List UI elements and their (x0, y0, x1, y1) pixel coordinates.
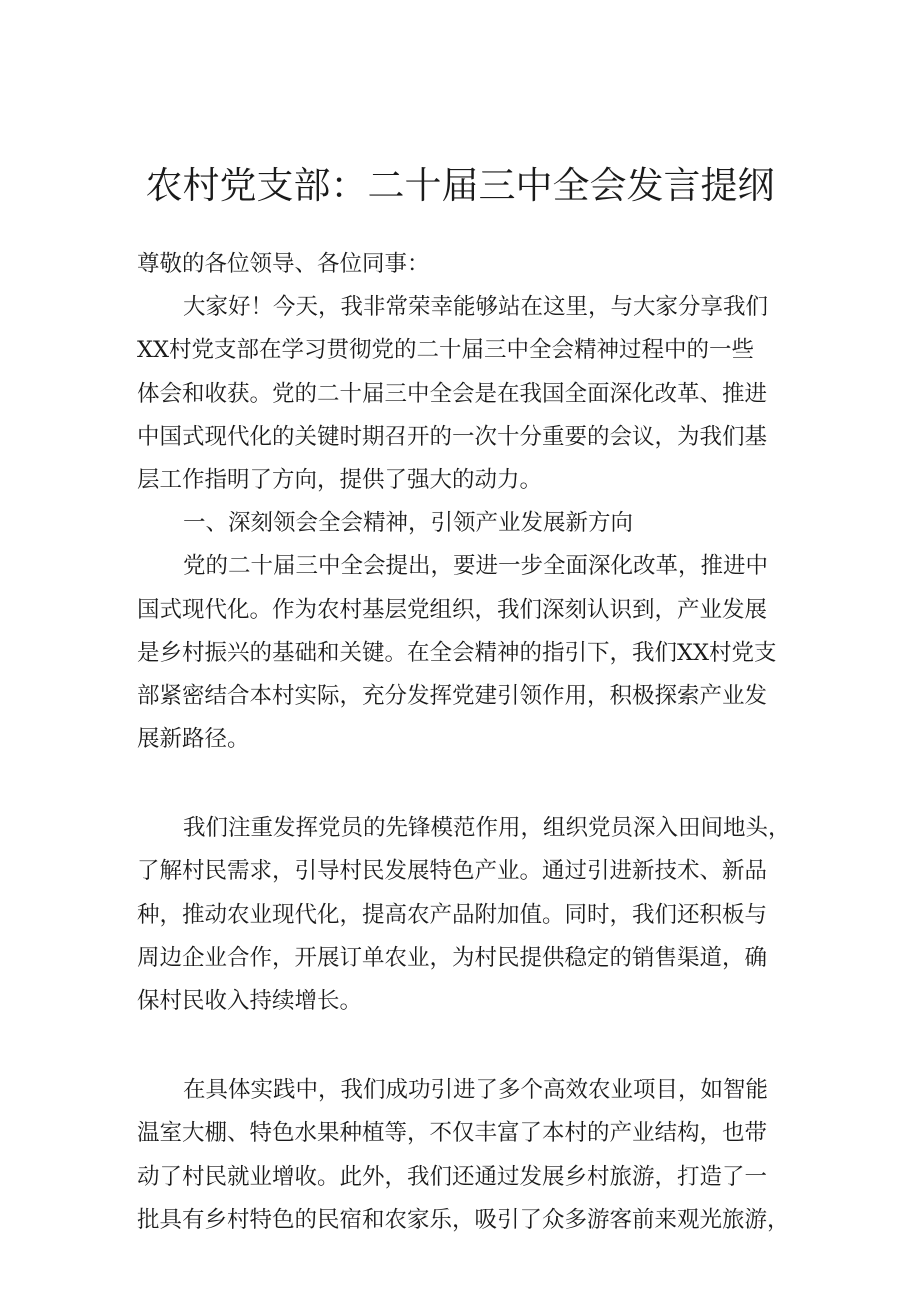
paragraph-line: 我们注重发挥党员的先锋模范作用，组织党员深入田间地头， (183, 815, 791, 842)
paragraph-line: 动了村民就业增收。此外，我们还通过发展乡村旅游，打造了一 (137, 1163, 768, 1190)
salutation: 尊敬的各位领导、各位同事： (137, 251, 430, 277)
section-paragraph-2 (137, 807, 791, 1023)
section-paragraph-1 (137, 545, 787, 761)
intro-paragraph (137, 286, 787, 502)
paragraph-line: 党的二十届三中全会提出，要进一步全面深化改革，推进中 (183, 553, 769, 580)
paragraph-line: 是乡村振兴的基础和关键。在全会精神的指引下，我们XX村党支 (137, 639, 777, 666)
document-title: 农村党支部：二十届三中全会发言提纲 (145, 164, 775, 207)
paragraph-line: 温室大棚、特色水果种植等，不仅丰富了本村的产业结构，也带 (137, 1120, 768, 1147)
section-paragraph-3 (137, 1069, 790, 1242)
paragraph-line: 展新路径。 (137, 726, 250, 753)
document-body (137, 243, 791, 1242)
paragraph-gap (137, 761, 787, 807)
paragraph-line: XX村党支部在学习贯彻党的二十届三中全会精神过程中的一些 (137, 337, 755, 364)
section-heading: 一、深刻领会全会精神，引领产业发展新方向 (183, 510, 634, 537)
paragraph-line: 层工作指明了方向，提供了强大的动力。 (137, 466, 543, 493)
paragraph-line: 国式现代化。作为农村基层党组织，我们深刻认识到，产业发展 (137, 596, 768, 623)
paragraph-line: 了解村民需求，引导村民发展特色产业。通过引进新技术、新品 (137, 858, 768, 885)
paragraph-line: 部紧密结合本村实际，充分发挥党建引领作用，积极探索产业发 (137, 682, 768, 709)
paragraph-line: 中国式现代化的关键时期召开的一次十分重要的会议，为我们基 (137, 423, 768, 450)
paragraph-line: 种，推动农业现代化，提高农产品附加值。同时，我们还积板与 (137, 901, 768, 928)
paragraph-line: 在具体实践中，我们成功引进了多个高效农业项目，如智能 (183, 1077, 769, 1104)
paragraph-line: 批具有乡村特色的民宿和农家乐，吸引了众多游客前来观光旅游， (137, 1206, 790, 1233)
paragraph-line: 保村民收入持续增长。 (137, 988, 363, 1014)
paragraph-gap (137, 1023, 787, 1069)
paragraph-line: 周边企业合作，开展订单农业，为村民提供稳定的销售渠道，确 (137, 944, 768, 971)
paragraph-line: 体会和收获。党的二十届三中全会是在我国全面深化改革、推进 (137, 380, 768, 407)
paragraph-line: 大家好！今天，我非常荣幸能够站在这里，与大家分享我们 (183, 294, 769, 321)
